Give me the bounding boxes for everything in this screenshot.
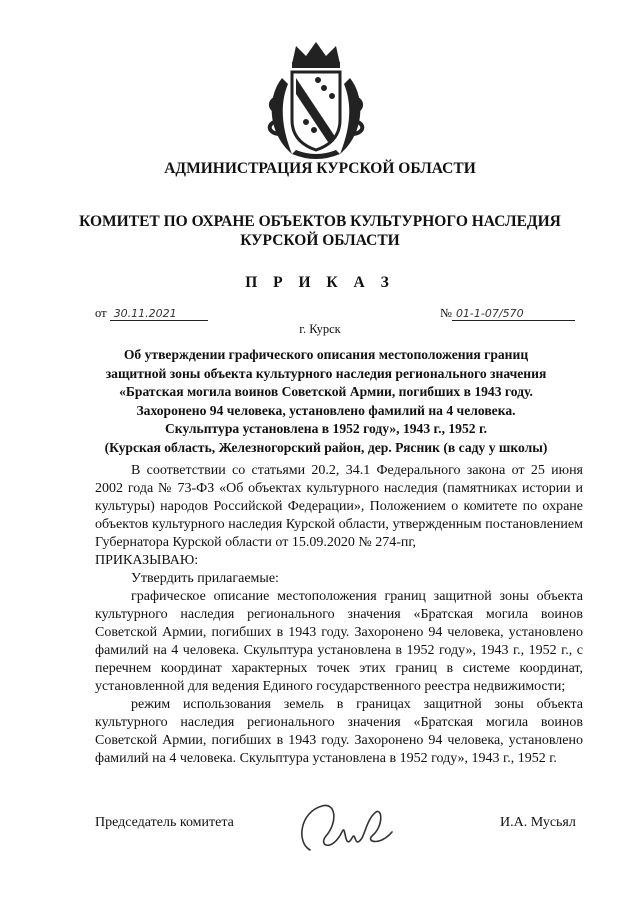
city: г. Курск: [299, 322, 341, 336]
subject-line: «Братская могила воинов Советской Армии, погибших в 1943 году.: [119, 384, 533, 400]
committee-line-2: КУРСКОЙ ОБЛАСТИ: [240, 232, 400, 249]
subject-line: защитной зоны объекта культурного наследия регионального значения: [105, 365, 547, 381]
number-value: 01-1-07/570: [452, 307, 575, 321]
subject-line: (Курская область, Железногорский район, дер. Рясник (в саду у школы): [104, 439, 548, 455]
signer-name: И.А. Мусьял: [500, 815, 576, 830]
order-body: [95, 462, 583, 768]
order-number: [440, 306, 575, 321]
order-command: ПРИКАЗЫВАЮ:: [95, 553, 199, 568]
body-paragraph-approve: Утвердить прилагаемые:: [131, 571, 279, 586]
kursk-coat-of-arms-icon: [262, 38, 370, 164]
number-prefix: №: [440, 306, 452, 320]
body-paragraph-legal-basis: [95, 462, 583, 552]
legal-basis-text: В соответствии со статьями 20.2, 34.1 Федерального закона от 25 июня 2002 года № 73-ФЗ «Об объектах культурного наследия (памятниках истории и культуры) народов Российской Федерации», Положением о комитете по охране объектов культурного наследия Курской области, утвержденным постановлением Губернатора Курской области от 15.09.2020 № 274-пг,: [95, 463, 583, 550]
subject-line: Захоронено 94 человека, установлено фамилий на 4 человека.: [136, 402, 516, 418]
handwritten-signature: [292, 792, 402, 864]
body-paragraph-description: графическое описание местоположения границ защитной зоны объекта культурного наследия регионального значения «Братская могила воинов Советской Армии, погибших в 1943 году. Захоронено 94 человека, установлено фамилий на 4 человека. Скульптура установлена в 1952 году», 1943 г., 1952 г., с перечнем координат характерных точек этих границ в системе координат, установленной для ведения Единого государственного реестра недвижимости;: [95, 589, 583, 694]
subject-line: Об утверждении графического описания местоположения границ: [123, 347, 529, 362]
date-prefix: от: [95, 306, 107, 320]
body-paragraph-regime: режим использования земель в границах защитной зоны объекта культурного наследия регионального значения «Братская могила воинов Советской Армии, погибших в 1943 году. Захоронено 94 человека, установлено фамилий на 4 человека. Скульптура установлена в 1952 году», 1943 г., 1952 г.: [95, 697, 583, 766]
order-title: П Р И К А З: [245, 274, 395, 291]
committee-line-1: КОМИТЕТ ПО ОХРАНЕ ОБЪЕКТОВ КУЛЬТУРНОГО НАСЛЕДИЯ: [79, 213, 561, 230]
subject-line: Скульптура установлена в 1952 году», 1943 г., 1952 г.: [164, 421, 488, 437]
signer-position: Председатель комитета: [95, 815, 234, 830]
order-date: [95, 306, 208, 321]
administration-title: АДМИНИСТРАЦИЯ КУРСКОЙ ОБЛАСТИ: [164, 160, 476, 177]
order-subject: [80, 346, 572, 458]
committee-title: [0, 212, 640, 250]
date-value: 30.11.2021: [110, 307, 208, 321]
